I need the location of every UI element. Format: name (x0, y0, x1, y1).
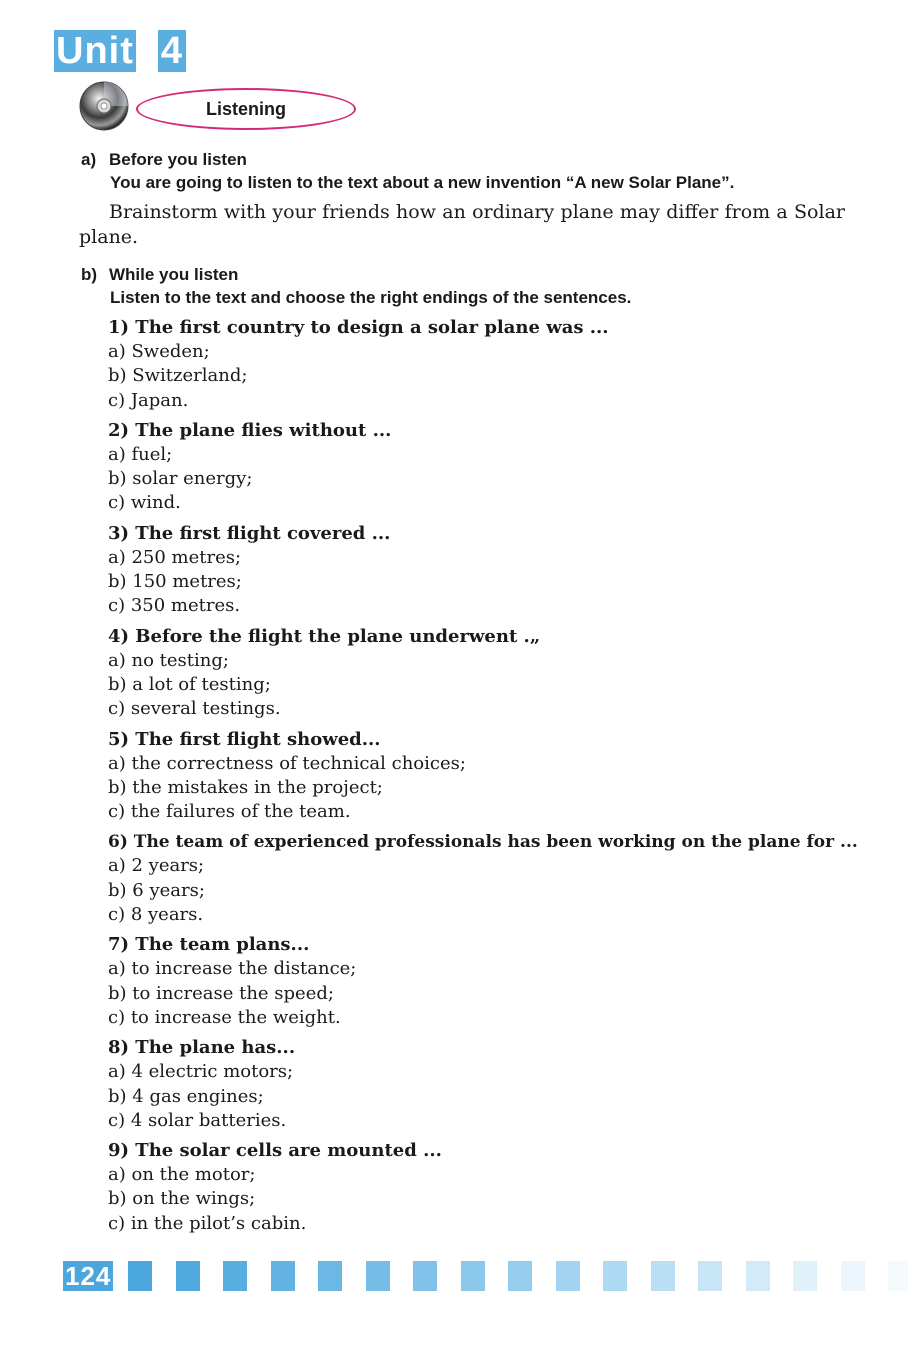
answer-option: a) fuel; (108, 443, 173, 465)
unit-header (54, 30, 186, 72)
question-2 (108, 419, 868, 516)
answer-option: a) the correctness of technical choices; (108, 752, 466, 774)
task-b-heading (81, 265, 238, 285)
answer-option: b) 150 metres; (108, 571, 242, 593)
task-a-heading-text: Before you listen (109, 150, 247, 169)
question-title: 2) The plane flies without ... (108, 419, 392, 441)
question-title: 7) The team plans... (108, 934, 310, 956)
question-title: 5) The first flight showed... (108, 728, 381, 750)
decorative-square (508, 1261, 532, 1291)
unit-number: 4 (158, 30, 186, 72)
answer-option: a) 4 electric motors; (108, 1061, 294, 1083)
question-5 (108, 728, 868, 825)
task-a-letter: a) (81, 150, 97, 169)
answer-option: c) the failures of the team. (108, 801, 351, 823)
answer-option: b) on the wings; (108, 1188, 256, 1210)
task-b-instruction: Listen to the text and choose the right endings of the sentences. (110, 288, 632, 307)
answer-option: c) 350 metres. (108, 595, 241, 617)
decorative-square (176, 1261, 200, 1291)
answer-option: c) 8 years. (108, 904, 204, 926)
audio-cd-icon (79, 81, 129, 131)
decorative-square (271, 1261, 295, 1291)
question-7 (108, 933, 868, 1030)
brainstorm-paragraph: Brainstorm with your friends how an ordinary plane may differ from a Solar plane. (79, 201, 845, 248)
answer-option: b) the mistakes in the project; (108, 776, 383, 798)
answer-option: a) 250 metres; (108, 546, 242, 568)
unit-label: Unit (56, 30, 134, 72)
decorative-square (603, 1261, 627, 1291)
answer-option: b) solar energy; (108, 468, 253, 490)
answer-option: b) a lot of testing; (108, 673, 271, 695)
answer-option: c) several testings. (108, 698, 281, 720)
decorative-square (461, 1261, 485, 1291)
question-1 (108, 316, 868, 413)
answer-option: a) Sweden; (108, 341, 210, 362)
question-3 (108, 522, 868, 619)
decorative-square (556, 1261, 580, 1291)
decorative-square (841, 1261, 865, 1291)
decorative-square (128, 1261, 152, 1291)
task-b-heading-text: While you listen (109, 265, 239, 284)
answer-option: c) Japan. (108, 389, 189, 411)
decorative-square (318, 1261, 342, 1291)
decorative-square (793, 1261, 817, 1291)
question-list (108, 316, 868, 1242)
decorative-square (888, 1261, 908, 1291)
answer-option: b) Switzerland; (108, 365, 248, 387)
answer-option: b) 6 years; (108, 879, 205, 901)
task-a-heading (81, 150, 247, 170)
decorative-square (746, 1261, 770, 1291)
answer-option: a) 2 years; (108, 855, 205, 877)
decorative-square (223, 1261, 247, 1291)
decorative-square (651, 1261, 675, 1291)
question-title: 4) Before the flight the plane underwent .„ (108, 625, 541, 647)
question-title: 9) The solar cells are mounted ... (108, 1140, 442, 1162)
answer-option: a) to increase the distance; (108, 958, 357, 980)
question-9 (108, 1139, 868, 1236)
question-title: 3) The first flight covered ... (108, 522, 391, 544)
task-b-letter: b) (81, 265, 98, 284)
question-8 (108, 1036, 868, 1133)
answer-option: a) on the motor; (108, 1164, 256, 1186)
task-a-instruction: You are going to listen to the text about a new invention “A new Solar Plane”. (110, 173, 735, 192)
decorative-square (698, 1261, 722, 1291)
question-title: 1) The first country to design a solar plane was ... (108, 317, 609, 338)
question-4 (108, 625, 868, 722)
decorative-square (413, 1261, 437, 1291)
answer-option: b) 4 gas engines; (108, 1085, 264, 1107)
section-badge-listening: Listening (136, 88, 356, 130)
answer-option: c) to increase the weight. (108, 1006, 341, 1028)
question-title: 8) The plane has... (108, 1037, 296, 1059)
decorative-square (366, 1261, 390, 1291)
answer-option: c) 4 solar batteries. (108, 1109, 287, 1131)
question-6 (108, 830, 868, 927)
question-title: 6) The team of experienced professionals has been working on the plane for ... (108, 832, 858, 853)
answer-option: a) no testing; (108, 649, 229, 671)
answer-option: b) to increase the speed; (108, 982, 334, 1004)
answer-option: c) in the pilot’s cabin. (108, 1212, 307, 1234)
answer-option: c) wind. (108, 492, 181, 514)
page-number: 124 (65, 1261, 112, 1291)
